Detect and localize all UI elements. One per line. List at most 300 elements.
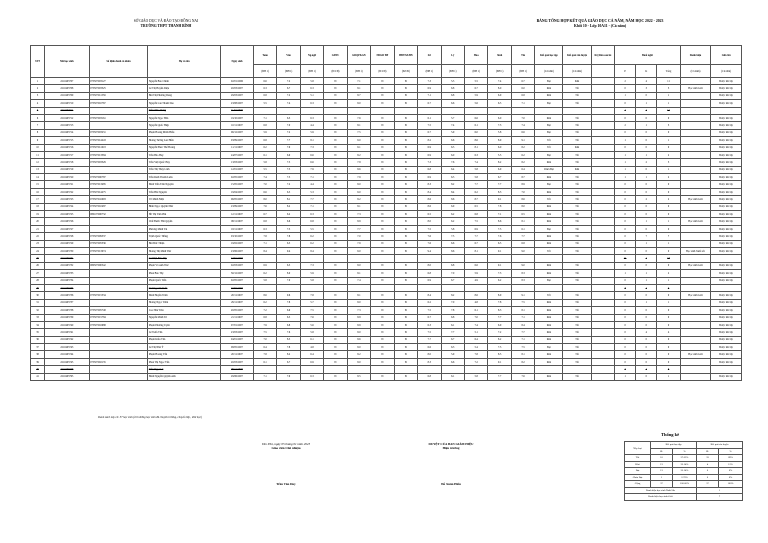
- col-personal-id: Số định danh cá nhân: [89, 46, 148, 78]
- table-row: [31, 299, 742, 306]
- grade-cell: Đ: [394, 373, 417, 380]
- absence-total: 0: [657, 307, 680, 314]
- summer-conduct: [591, 336, 614, 343]
- summer-conduct: [591, 78, 614, 85]
- birthdate: 29/06/2007: [221, 373, 254, 380]
- grade-cell: [253, 107, 276, 114]
- absence-permitted: 0: [615, 225, 636, 232]
- summer-conduct: [591, 277, 614, 284]
- title-cell: [680, 314, 711, 321]
- grade-cell: 7.7: [488, 181, 511, 188]
- grade-cell: Đ: [394, 299, 417, 306]
- grade-cell: Đ: [371, 188, 394, 195]
- title-cell: [680, 114, 711, 121]
- table-row: [31, 174, 742, 181]
- grade-cell: 7.2: [277, 78, 300, 85]
- grade-cell: Đ: [371, 233, 394, 240]
- student-id: 2210403732: [45, 262, 90, 269]
- grade-cell: 6.8: [300, 218, 323, 225]
- title-cell: Học sinh Giỏi: [680, 218, 711, 225]
- stats-cell: 100%: [719, 481, 743, 488]
- grade-cell: 7.0: [277, 122, 300, 129]
- student-id: 2210403725: [45, 211, 90, 218]
- conduct-result: Tốt: [563, 270, 591, 277]
- student-name: Bùi Đức Thiện: [148, 240, 221, 247]
- grade-cell: Đ: [394, 314, 417, 321]
- personal-id: 075307016988: [89, 321, 148, 328]
- grade-cell: [464, 366, 487, 373]
- note-cell: Được lên lớp: [711, 307, 742, 314]
- absence-unpermitted: 7: [636, 233, 657, 240]
- grade-cell: 8.1: [347, 292, 370, 299]
- grade-cell: Đ: [371, 129, 394, 136]
- personal-id: 075307003325: [89, 85, 148, 92]
- grade-cell: 7.3: [418, 159, 441, 166]
- absence-unpermitted: 0: [636, 129, 657, 136]
- row-number: 17: [31, 196, 45, 203]
- table-row: [31, 321, 742, 328]
- student-name: Nguyễn Quốc Hiệp: [148, 122, 221, 129]
- personal-id: 075307015334: [89, 292, 148, 299]
- table-row: [31, 181, 742, 188]
- grade-cell: 7.6: [253, 203, 276, 210]
- absence-permitted: 0: [615, 329, 636, 336]
- grade-cell: 6.9: [441, 203, 464, 210]
- department-name: SỞ GIÁO DỤC VÀ ĐÀO TẠO ĐỒNG NAI: [133, 19, 199, 23]
- absence-total: 3: [657, 159, 680, 166]
- grade-cell: 7.3: [300, 144, 323, 151]
- grade-cell: 6.6: [277, 218, 300, 225]
- grade-cell: Đ: [324, 225, 347, 232]
- personal-id: 075307014275: [89, 188, 148, 195]
- absence-unpermitted: 3: [636, 85, 657, 92]
- stats-good-row: [625, 494, 743, 501]
- grade-cell: [371, 366, 394, 373]
- grade-cell: 7.8: [347, 159, 370, 166]
- grade-cell: 7.1: [347, 78, 370, 85]
- grade-cell: Đ: [324, 373, 347, 380]
- note-cell: Được lên lớp: [711, 92, 742, 99]
- grade-cell: 6.9: [277, 307, 300, 314]
- grade-cell: [277, 255, 300, 262]
- note-cell: Được lên lớp: [711, 277, 742, 284]
- grade-cell: 5.6: [300, 321, 323, 328]
- grade-cell: Đ: [371, 92, 394, 99]
- absence-unpermitted: 1: [636, 100, 657, 107]
- absence-unpermitted: 1: [636, 122, 657, 129]
- table-row: [31, 292, 742, 299]
- grade-cell: [418, 107, 441, 114]
- grade-cell: 7.6: [511, 373, 534, 380]
- grade-cell: 8.6: [488, 218, 511, 225]
- grade-cell: 6.8: [253, 92, 276, 99]
- stats-cell: Cộng: [625, 481, 651, 488]
- birthdate: 18/11/2007: [221, 225, 254, 232]
- col-name: Họ và tên: [148, 46, 221, 78]
- grade-cell: 7.7: [418, 336, 441, 343]
- grade-cell: 7.4: [488, 78, 511, 85]
- note-cell: Được lên lớp: [711, 344, 742, 351]
- col-subject: Lý: [441, 46, 464, 65]
- birthdate: 03/10/2007: [221, 233, 254, 240]
- note-cell: Được lên lớp: [711, 225, 742, 232]
- grade-cell: Đ: [371, 336, 394, 343]
- grade-cell: 7.0: [441, 299, 464, 306]
- grade-cell: 8.2: [488, 336, 511, 343]
- subheader-cell: (Đ/CĐ): [371, 65, 394, 78]
- grade-cell: 6.8: [277, 321, 300, 328]
- title-cell: [680, 329, 711, 336]
- student-name: Nguyễn Bảo Chinh: [148, 78, 221, 85]
- grade-cell: 5.9: [441, 351, 464, 358]
- absence-permitted: 0: [615, 100, 636, 107]
- note-cell: Được lên lớp: [711, 358, 742, 365]
- birthdate: 13/01/2007: [221, 255, 254, 262]
- grade-cell: [488, 366, 511, 373]
- grade-cell: 6.1: [464, 122, 487, 129]
- student-name: Phạm Võ Anh Thư: [148, 262, 221, 269]
- grade-cell: 6.6: [511, 129, 534, 136]
- conduct-result: Tốt: [563, 344, 591, 351]
- stats-title: Thống kê: [661, 432, 680, 437]
- grade-cell: Đ: [371, 211, 394, 218]
- conduct-result: Tốt: [563, 218, 591, 225]
- note-cell: Được lên lớp: [711, 174, 742, 181]
- summer-conduct: [591, 307, 614, 314]
- note-cell: Được lên lớp: [711, 181, 742, 188]
- grade-cell: Đ: [324, 92, 347, 99]
- grade-cell: 7.5: [511, 299, 534, 306]
- personal-id: 080307000542: [89, 262, 148, 269]
- grade-cell: 6.6: [464, 262, 487, 269]
- summer-conduct: [591, 321, 614, 328]
- grade-cell: 7.4: [277, 100, 300, 107]
- grade-cell: 8.9: [511, 181, 534, 188]
- grade-cell: 6.7: [511, 78, 534, 85]
- conduct-result: Tốt: [563, 100, 591, 107]
- study-result: Tốt: [535, 247, 563, 254]
- grade-cell: 5.5: [441, 78, 464, 85]
- stats-head-cell: %: [673, 448, 697, 455]
- absence-permitted: 0: [615, 85, 636, 92]
- birthdate: 04/01/2007: [221, 336, 254, 343]
- personal-id: 075307003329: [89, 159, 148, 166]
- grade-cell: 7.9: [277, 373, 300, 380]
- subheader-cell: (ĐH 1): [418, 65, 441, 78]
- grade-cell: 8.5: [347, 373, 370, 380]
- grade-cell: [418, 255, 441, 262]
- study-result: [535, 255, 563, 262]
- absence-permitted: 1: [615, 151, 636, 158]
- table-row: [31, 344, 742, 351]
- table-row: [31, 129, 742, 136]
- note-cell: Được lên lớp: [711, 203, 742, 210]
- personal-id: [89, 270, 148, 277]
- grade-cell: 6.1: [511, 225, 534, 232]
- grade-cell: 7.5: [488, 344, 511, 351]
- absence-total: 3: [657, 85, 680, 92]
- personal-id: [89, 329, 148, 336]
- summer-conduct: [591, 181, 614, 188]
- conduct-result: Tốt: [563, 196, 591, 203]
- grade-cell: 8.6: [418, 203, 441, 210]
- grade-cell: Đ: [394, 292, 417, 299]
- personal-id: [89, 218, 148, 225]
- study-result: Khá: [535, 233, 563, 240]
- col-subject: Văn: [277, 46, 300, 65]
- grade-cell: [418, 366, 441, 373]
- grade-cell: 7.6: [441, 159, 464, 166]
- conduct-result: Tốt: [563, 358, 591, 365]
- student-id: 2210403719: [45, 166, 90, 173]
- conduct-result: Khá: [563, 78, 591, 85]
- grade-cell: Đ: [394, 174, 417, 181]
- grade-cell: 7.1: [300, 174, 323, 181]
- summer-conduct: [591, 240, 614, 247]
- grade-cell: Đ: [394, 137, 417, 144]
- grade-cell: 7.6: [300, 314, 323, 321]
- grade-cell: 8.0: [347, 262, 370, 269]
- grade-cell: 7.7: [488, 314, 511, 321]
- absence-permitted: 0: [615, 277, 636, 284]
- grade-cell: 6.7: [277, 358, 300, 365]
- summer-conduct: [591, 92, 614, 99]
- absence-total: 1: [657, 137, 680, 144]
- grade-cell: 7.8: [277, 299, 300, 306]
- absence-permitted: 0: [615, 314, 636, 321]
- grade-cell: 5.7: [441, 114, 464, 121]
- student-name: Bình Ngọc Quỳnh Như: [148, 203, 221, 210]
- grade-cell: 7.0: [347, 233, 370, 240]
- table-row: [31, 351, 742, 358]
- absence-total: 0: [657, 144, 680, 151]
- note-cell: Được lên lớp: [711, 218, 742, 225]
- stats-cell: 35.14%: [673, 461, 697, 468]
- conduct-result: [563, 255, 591, 262]
- grade-cell: 7.7: [441, 329, 464, 336]
- grade-cell: 6.9: [277, 151, 300, 158]
- personal-id: [89, 225, 148, 232]
- absence-unpermitted: 0: [636, 225, 657, 232]
- grade-cell: 7.7: [511, 329, 534, 336]
- absence-unpermitted: 0: [636, 307, 657, 314]
- grade-cell: [464, 255, 487, 262]
- grade-cell: Đ: [394, 329, 417, 336]
- grade-cell: Đ: [324, 292, 347, 299]
- student-name: Lê Thị Như Ý: [148, 344, 221, 351]
- grade-cell: 8.2: [511, 159, 534, 166]
- birthdate: 12/01/2007: [221, 166, 254, 173]
- grade-cell: 7.2: [464, 358, 487, 365]
- title-cell: [680, 373, 711, 380]
- stats-excellent-value: 1: [697, 487, 743, 494]
- subheader-cell: (ĐH 1): [488, 65, 511, 78]
- summer-conduct: [591, 211, 614, 218]
- absence-permitted: 0: [615, 292, 636, 299]
- table-row: [31, 92, 742, 99]
- title-cell: [680, 203, 711, 210]
- grade-cell: 6.4: [300, 351, 323, 358]
- table-body: [31, 78, 742, 381]
- title-cell: [680, 284, 711, 291]
- student-name: Trịnh Quốc Thắng: [148, 233, 221, 240]
- col-title: Danh hiệu: [680, 46, 711, 65]
- row-number: 5: [31, 107, 45, 114]
- absence-total: 2: [657, 151, 680, 158]
- grade-cell: 8.0: [253, 196, 276, 203]
- stats-cell: 27.03%: [673, 455, 697, 462]
- col-subject: Sử: [418, 46, 441, 65]
- student-id: 2210403722: [45, 188, 90, 195]
- grade-cell: [511, 284, 534, 291]
- grade-cell: 7.8: [277, 344, 300, 351]
- personal-id: 075307014243: [89, 137, 148, 144]
- grade-cell: 6.2: [488, 277, 511, 284]
- grade-cell: Đ: [371, 240, 394, 247]
- grade-cell: 7.2: [253, 307, 276, 314]
- title-cell: [680, 151, 711, 158]
- grade-cell: 5.9: [441, 129, 464, 136]
- table-row: [31, 247, 742, 254]
- row-number: 16: [31, 188, 45, 195]
- grade-cell: 7.7: [464, 181, 487, 188]
- title-cell: [680, 233, 711, 240]
- absence-unpermitted: 0: [636, 114, 657, 121]
- student-name: Trần Việt Quốc Huy: [148, 159, 221, 166]
- absence-total: 1: [657, 299, 680, 306]
- grade-cell: Đ: [394, 240, 417, 247]
- table-row: [31, 358, 742, 365]
- personal-id: [89, 284, 148, 291]
- report-subtitle: Khối 10 - Lớp 10A11 - (Cả năm): [573, 24, 627, 28]
- row-number: 19: [31, 211, 45, 218]
- principal-name: Đỗ Xuân Hiếu: [441, 482, 461, 486]
- note-cell: Được lên lớp: [711, 151, 742, 158]
- grade-cell: 5.7: [300, 299, 323, 306]
- grade-cell: 7.0: [441, 270, 464, 277]
- grade-cell: 6.8: [253, 218, 276, 225]
- student-name: Đinh Trần Tâm Nguyên: [148, 181, 221, 188]
- grade-cell: 6.8: [418, 166, 441, 173]
- conduct-result: Tốt: [563, 174, 591, 181]
- grade-cell: 7.6: [488, 233, 511, 240]
- grade-cell: 6.7: [418, 129, 441, 136]
- absence-permitted: 1: [615, 174, 636, 181]
- grade-cell: Đ: [371, 270, 394, 277]
- grade-cell: Đ: [394, 92, 417, 99]
- grade-cell: 9.4: [277, 247, 300, 254]
- grade-cell: [277, 284, 300, 291]
- grade-cell: 5.9: [253, 129, 276, 136]
- grade-cell: 9.0: [347, 188, 370, 195]
- grade-cell: 6.2: [441, 211, 464, 218]
- stats-head-cell: SL: [651, 448, 673, 455]
- grade-cell: [347, 284, 370, 291]
- student-name: Lê Thị Huyền Diệu: [148, 85, 221, 92]
- grade-cell: 7.2: [277, 181, 300, 188]
- title-cell: [680, 277, 711, 284]
- grade-cell: Đ: [371, 196, 394, 203]
- absence-total: 3: [657, 122, 680, 129]
- absence-unpermitted: 1: [636, 366, 657, 373]
- conduct-result: [563, 284, 591, 291]
- row-number: 8: [31, 129, 45, 136]
- study-result: Khá: [535, 92, 563, 99]
- note-cell: Được lên lớp: [711, 211, 742, 218]
- grade-cell: Đ: [371, 174, 394, 181]
- grade-cell: Đ: [324, 211, 347, 218]
- summer-conduct: [591, 107, 614, 114]
- personal-id: [89, 373, 148, 380]
- col-subject: Toán: [253, 46, 276, 65]
- absence-unpermitted: 0: [636, 166, 657, 173]
- student-id: 2210403737: [45, 299, 90, 306]
- grade-cell: 6.3: [253, 225, 276, 232]
- personal-id: 075307013074: [89, 247, 148, 254]
- note-cell: Được lên lớp: [711, 299, 742, 306]
- grade-cell: Đ: [394, 196, 417, 203]
- study-result: Đạt: [535, 100, 563, 107]
- absence-unpermitted: 1: [636, 277, 657, 284]
- row-number: 25: [31, 255, 45, 262]
- summer-conduct: [591, 255, 614, 262]
- table-row: [31, 218, 742, 225]
- student-name: Phương Minh Tài: [148, 225, 221, 232]
- absence-total: 4: [657, 329, 680, 336]
- stats-cell: Khá: [625, 461, 651, 468]
- grade-cell: [300, 107, 323, 114]
- summer-conduct: [591, 292, 614, 299]
- note-cell: Được lên lớp: [711, 314, 742, 321]
- note-cell: Được lên lớp: [711, 188, 742, 195]
- student-name: Nguyễn Lan Thanh Dao: [148, 100, 221, 107]
- grade-cell: Đ: [394, 144, 417, 151]
- note-cell: Được lên lớp: [711, 159, 742, 166]
- stats-cell: 89%: [719, 455, 743, 462]
- title-cell: [680, 181, 711, 188]
- absence-total: 11: [657, 107, 680, 114]
- subheader-cell: (ĐH 1): [253, 65, 276, 78]
- student-name: Nguyễn Ngọc Hân: [148, 114, 221, 121]
- grade-cell: 5.8: [300, 329, 323, 336]
- student-name: Lê Tuấn Văn: [148, 329, 221, 336]
- grade-cell: Đ: [371, 262, 394, 269]
- grade-cell: 7.8: [488, 299, 511, 306]
- absence-permitted: 1: [615, 270, 636, 277]
- row-number: 1: [31, 78, 45, 85]
- grade-cell: Đ: [324, 174, 347, 181]
- grade-cell: 6.7: [418, 314, 441, 321]
- stats-head-cell: Xếp loại: [625, 442, 651, 455]
- grade-cell: Đ: [324, 188, 347, 195]
- absence-unpermitted: 1: [636, 218, 657, 225]
- student-name: Hoàng Tường Lan Hiền: [148, 137, 221, 144]
- grade-cell: 8.7: [464, 196, 487, 203]
- grade-cell: 6.0: [488, 144, 511, 151]
- study-result: [535, 366, 563, 373]
- stats-cell: 0: [697, 474, 719, 481]
- grade-cell: [394, 255, 417, 262]
- grade-cell: Đ: [371, 307, 394, 314]
- grade-cell: 6.2: [277, 211, 300, 218]
- study-result: Khá: [535, 240, 563, 247]
- grade-cell: [324, 284, 347, 291]
- grade-cell: Đ: [324, 114, 347, 121]
- conduct-result: Tốt: [563, 277, 591, 284]
- absence-unpermitted: 0: [636, 137, 657, 144]
- stats-head-cell: Kết quả rèn luyện: [697, 442, 743, 449]
- table-row: [31, 225, 742, 232]
